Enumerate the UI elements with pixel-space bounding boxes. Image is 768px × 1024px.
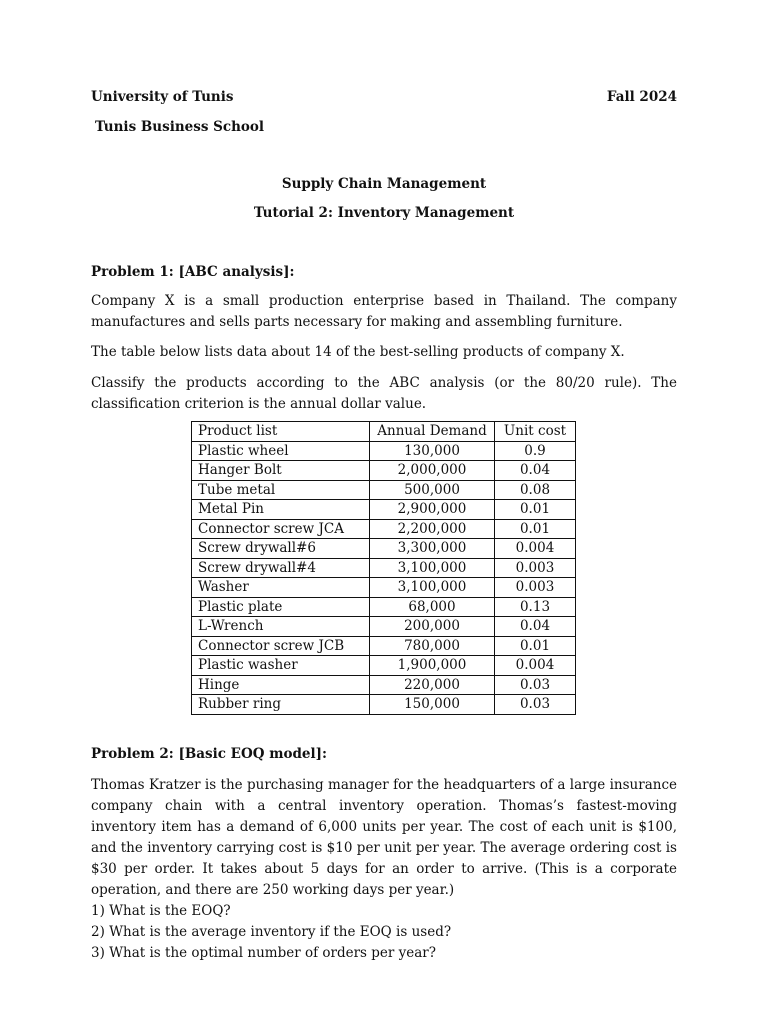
problem2-body [91, 775, 677, 964]
cell-unit-cost: 0.004 [495, 656, 576, 676]
table-row [192, 578, 576, 598]
cell-annual-demand: 150,000 [370, 695, 495, 715]
header-product-list: Product list [192, 422, 370, 442]
cell-product: Hanger Bolt [192, 461, 370, 481]
problem2-title: Problem 2: [Basic EOQ model]: [91, 746, 328, 762]
cell-annual-demand: 200,000 [370, 617, 495, 637]
cell-annual-demand: 2,900,000 [370, 500, 495, 520]
table-row [192, 656, 576, 676]
cell-product: Connector screw JCA [192, 519, 370, 539]
table-row [192, 558, 576, 578]
cell-unit-cost: 0.03 [495, 675, 576, 695]
cell-unit-cost: 0.9 [495, 441, 576, 461]
problem2-question-1: 1) What is the EOQ? [91, 903, 231, 919]
cell-annual-demand: 3,100,000 [370, 578, 495, 598]
cell-unit-cost: 0.003 [495, 578, 576, 598]
table-row [192, 441, 576, 461]
cell-annual-demand: 3,300,000 [370, 539, 495, 559]
problem1-title: Problem 1: [ABC analysis]: [91, 264, 295, 280]
cell-annual-demand: 2,000,000 [370, 461, 495, 481]
cell-product: Rubber ring [192, 695, 370, 715]
cell-annual-demand: 500,000 [370, 480, 495, 500]
cell-unit-cost: 0.003 [495, 558, 576, 578]
table-row [192, 500, 576, 520]
cell-unit-cost: 0.08 [495, 480, 576, 500]
table-row [192, 480, 576, 500]
problem2-paragraph: Thomas Kratzer is the purchasing manager for the headquarters of a large insurance company chain with a central inventory operation. Thomas’s fastest-moving inventory item has a demand of 6,000 units per year. The cost of each unit is $100, and the inventory carrying cost is $10 per unit per year. The average ordering cost is $30 per order. It takes about 5 days for an order to arrive. (This is a corporate operation, and there are 250 working days per year.) [91, 777, 677, 898]
school-name: Tunis Business School [95, 119, 265, 135]
table-row [192, 617, 576, 637]
term-label: Fall 2024 [606, 89, 677, 105]
cell-product: Plastic wheel [192, 441, 370, 461]
cell-annual-demand: 780,000 [370, 636, 495, 656]
cell-product: Hinge [192, 675, 370, 695]
header-unit-cost: Unit cost [495, 422, 576, 442]
cell-unit-cost: 0.01 [495, 636, 576, 656]
cell-annual-demand: 2,200,000 [370, 519, 495, 539]
cell-product: Plastic washer [192, 656, 370, 676]
table-row [192, 695, 576, 715]
course-title: Supply Chain Management [281, 176, 487, 192]
university-name: University of Tunis [91, 89, 234, 105]
table-row [192, 675, 576, 695]
table-row [192, 519, 576, 539]
problem1-paragraph-3: Classify the products according to the ABC analysis (or the 80/20 rule). The classification criterion is the annual dollar value. [91, 375, 677, 412]
cell-product: Plastic plate [192, 597, 370, 617]
cell-annual-demand: 1,900,000 [370, 656, 495, 676]
cell-product: Washer [192, 578, 370, 598]
cell-unit-cost: 0.01 [495, 500, 576, 520]
problem1-paragraph-1: Company X is a small production enterprise based in Thailand. The company manufactures and sells parts necessary for making and assembling furniture. [91, 293, 677, 330]
problem1-paragraph-2: The table below lists data about 14 of the best-selling products of company X. [91, 344, 625, 360]
problem2-question-2: 2) What is the average inventory if the EOQ is used? [91, 924, 452, 940]
table-row [192, 539, 576, 559]
cell-unit-cost: 0.04 [495, 461, 576, 481]
cell-product: Connector screw JCB [192, 636, 370, 656]
cell-unit-cost: 0.04 [495, 617, 576, 637]
abc-products-table [191, 421, 576, 715]
cell-annual-demand: 130,000 [370, 441, 495, 461]
cell-product: Tube metal [192, 480, 370, 500]
table-row [192, 461, 576, 481]
problem2-question-3: 3) What is the optimal number of orders per year? [91, 945, 436, 961]
table-row [192, 636, 576, 656]
header-annual-demand: Annual Demand [370, 422, 495, 442]
cell-product: Screw drywall#4 [192, 558, 370, 578]
table-row [192, 597, 576, 617]
cell-unit-cost: 0.01 [495, 519, 576, 539]
table-header-row [192, 422, 576, 442]
cell-product: Screw drywall#6 [192, 539, 370, 559]
cell-annual-demand: 3,100,000 [370, 558, 495, 578]
tutorial-title: Tutorial 2: Inventory Management [253, 205, 515, 221]
cell-annual-demand: 68,000 [370, 597, 495, 617]
cell-unit-cost: 0.004 [495, 539, 576, 559]
cell-product: L-Wrench [192, 617, 370, 637]
cell-product: Metal Pin [192, 500, 370, 520]
cell-unit-cost: 0.13 [495, 597, 576, 617]
cell-annual-demand: 220,000 [370, 675, 495, 695]
cell-unit-cost: 0.03 [495, 695, 576, 715]
